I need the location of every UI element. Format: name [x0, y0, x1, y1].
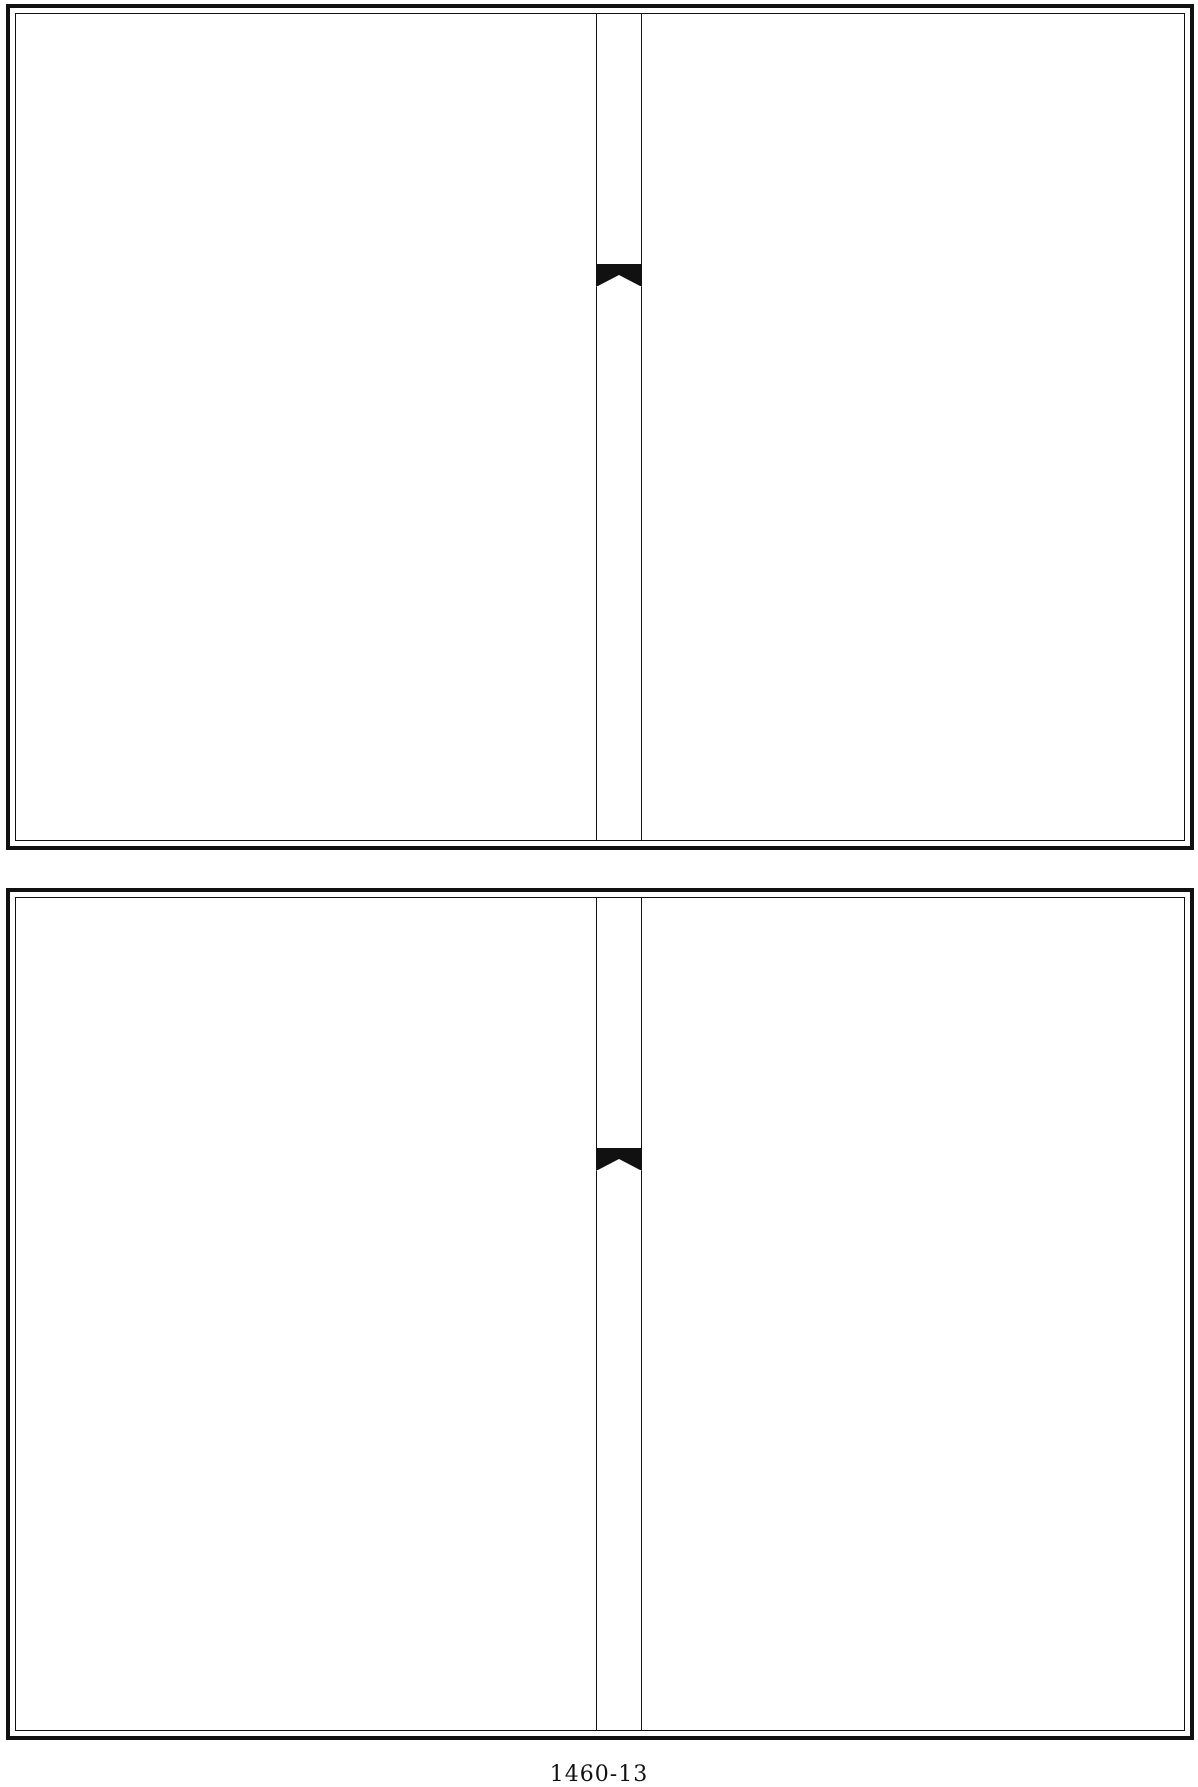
upper-folio-rule-right	[641, 14, 642, 840]
page-number: 1460-13	[549, 1762, 649, 1787]
upper-leaf-frame	[15, 13, 1185, 841]
upper-leaf	[6, 4, 1194, 850]
lower-fishtail-mark	[596, 1148, 642, 1170]
lower-leaf	[6, 888, 1194, 1740]
lower-folio-rule-left	[596, 898, 597, 1730]
lower-folio-rule-right	[641, 898, 642, 1730]
lower-leaf-frame	[15, 897, 1185, 1731]
upper-fishtail-mark	[596, 264, 642, 286]
upper-folio-rule-left	[596, 14, 597, 840]
